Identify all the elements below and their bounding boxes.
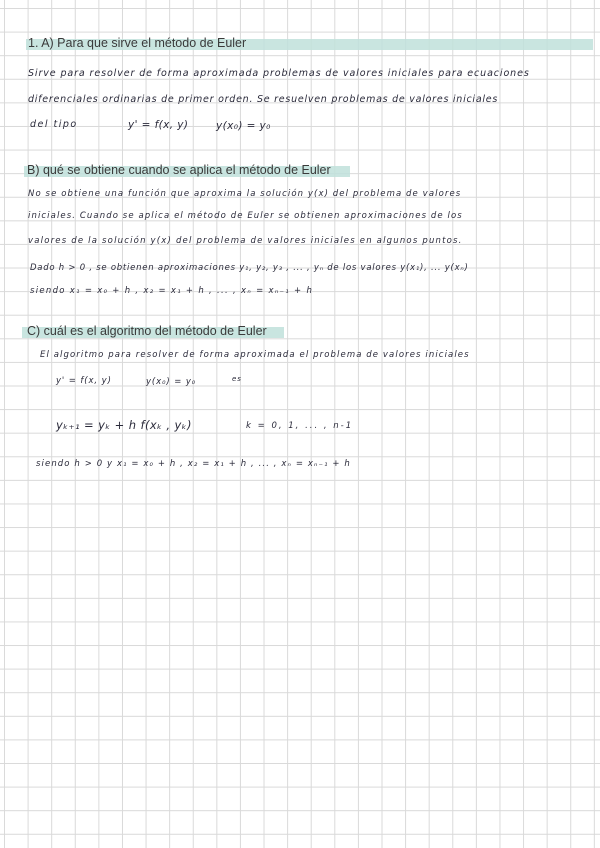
section-1-initial-condition: y(x₀) = y₀	[216, 120, 271, 132]
section-2-line: valores de la solución y(x) del problema de valores iniciales en algunos puntos.	[28, 236, 463, 246]
section-3-initial-condition: y(x₀) = y₀	[146, 377, 197, 387]
section-3-heading: C) cuál es el algoritmo del método de Euler	[27, 324, 267, 338]
section-1-line: Sirve para resolver de forma aproximada problemas de valores iniciales para ecuaciones	[28, 68, 530, 79]
section-2-heading: B) qué se obtiene cuando se aplica el método de Euler	[27, 163, 331, 177]
section-1-equation: y' = f(x, y)	[128, 119, 189, 131]
section-3-line: siendo h > 0 y x₁ = x₀ + h , x₂ = x₁ + h , ... , xₙ = xₙ₋₁ + h	[36, 459, 351, 469]
section-3-equation: y' = f(x, y)	[56, 376, 112, 386]
section-1-line: del tipo	[30, 119, 78, 130]
section-3-line: El algoritmo para resolver de forma aproximada el problema de valores iniciales	[40, 350, 470, 360]
section-2-line: Dado h > 0 , se obtienen aproximaciones y₁, y₂, y₃ , ... , yₙ de los valores y(x₁), ... y(xₙ)	[30, 263, 469, 273]
section-2-line: No se obtiene una función que aproxima la solución y(x) del problema de valores	[28, 189, 462, 199]
section-2-line: iniciales. Cuando se aplica el método de Euler se obtienen aproximaciones de los	[28, 211, 463, 221]
section-3-word: es	[232, 375, 242, 383]
euler-recurrence: yₖ₊₁ = yₖ + h f(xₖ , yₖ)	[56, 418, 192, 432]
section-1-heading: 1. A) Para que sirve el método de Euler	[28, 36, 247, 50]
section-2-line: siendo x₁ = x₀ + h , x₂ = x₁ + h , ... , xₙ = xₙ₋₁ + h	[30, 286, 314, 296]
index-range: k = 0, 1, ... , n-1	[246, 421, 354, 431]
section-1-line: diferenciales ordinarias de primer orden. Se resuelven problemas de valores iniciales	[28, 94, 499, 105]
